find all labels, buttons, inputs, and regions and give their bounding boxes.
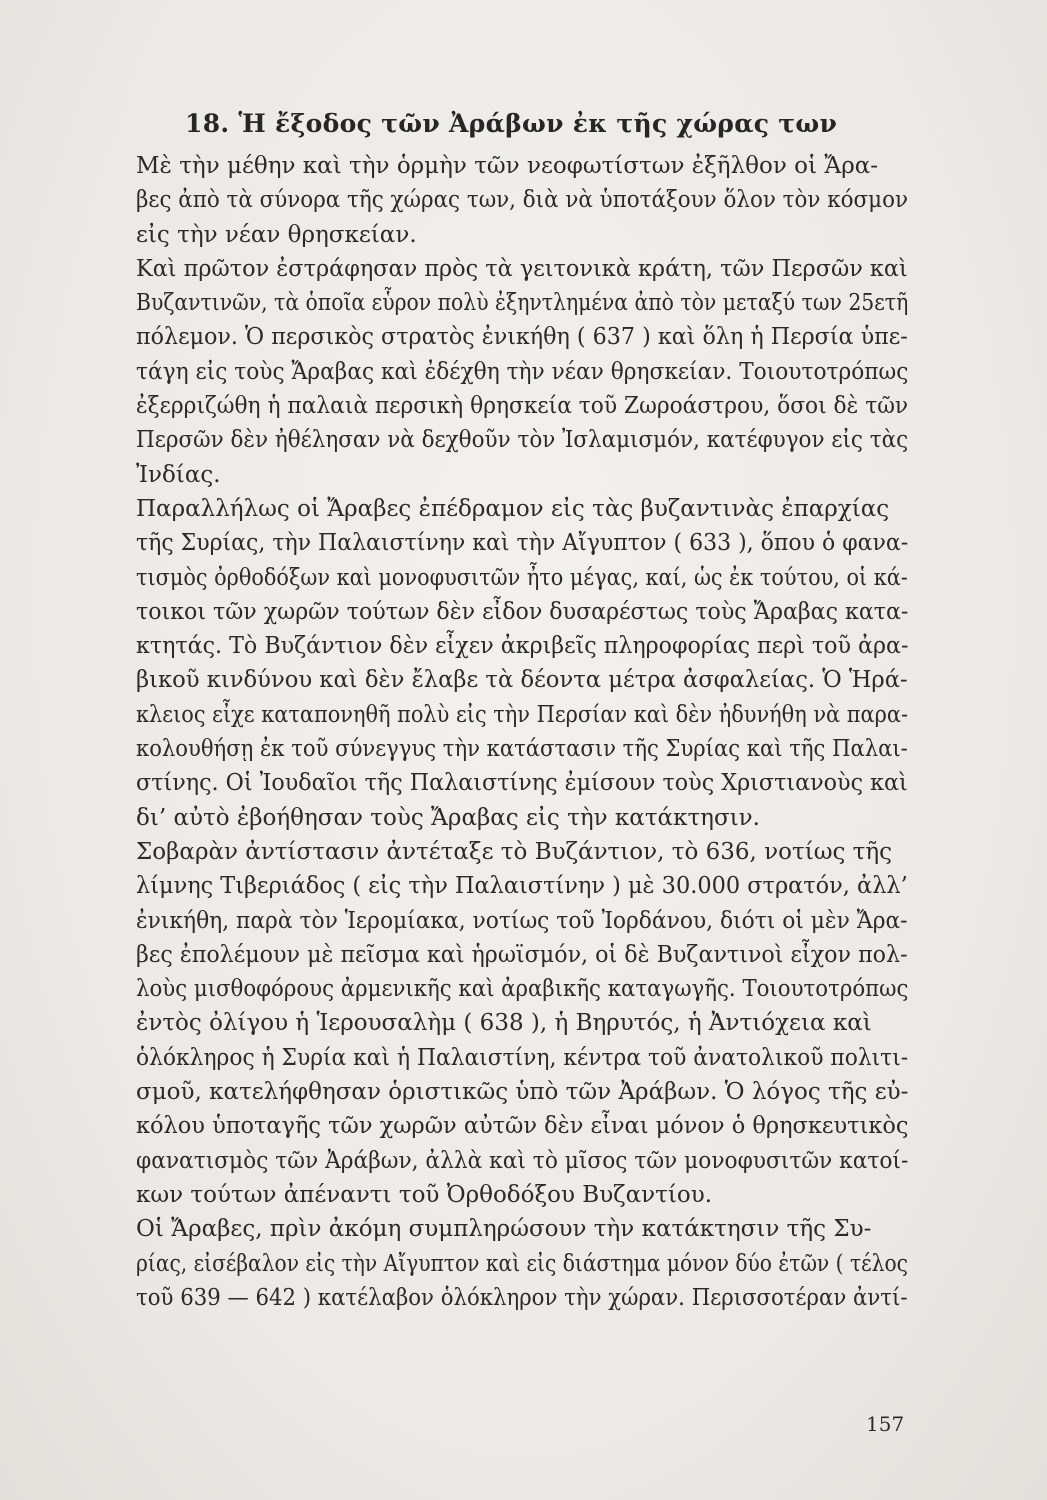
text-line: ἐνικήθη, παρὰ τὸν Ἱερομίακα, νοτίως τοῦ Ἰορδάνου, διότι οἱ μὲν Ἄρα- <box>136 907 908 934</box>
text-line: τοικοι τῶν χωρῶν τούτων δὲν εἶδον δυσαρέστως τοὺς Ἄραβας κατα- <box>136 598 909 625</box>
paragraph-2 <box>136 252 908 492</box>
text-line: τῆς Συρίας, τὴν Παλαιστίνην καὶ τὴν Αἴγυπτον ( 633 ), ὅπου ὁ φανα- <box>136 530 909 557</box>
text-line: δι’ αὐτὸ ἐβοήθησαν τοὺς Ἄραβας εἰς τὴν κατάκτησιν. <box>136 804 760 831</box>
text-line: φανατισμὸς τῶν Ἀράβων, ἀλλὰ καὶ τὸ μῖσος τῶν μονοφυσιτῶν κατοί- <box>136 1147 909 1174</box>
text-line: ρίας, εἰσέβαλον εἰς τὴν Αἴγυπτον καὶ εἰς διάστημα μόνον δύο ἐτῶν ( τέλος <box>136 1250 908 1277</box>
text-line: εἰς τὴν νέαν θρησκείαν. <box>136 221 417 248</box>
paragraph-4 <box>136 835 908 1212</box>
text-line: σμοῦ, κατελήφθησαν ὁριστικῶς ὑπὸ τῶν Ἀράβων. Ὁ λόγος τῆς εὐ- <box>136 1079 909 1106</box>
text-line: Μὲ τὴν μέθην καὶ τὴν ὁρμὴν τῶν νεοφωτίστων ἐξῆλθον οἱ Ἄρα- <box>136 153 879 179</box>
text-line: κόλου ὑποταγῆς τῶν χωρῶν αὐτῶν δὲν εἶναι μόνον ὁ θρησκευτικὸς <box>136 1113 909 1140</box>
text-line: λίμνης Τιβεριάδος ( εἰς τὴν Παλαιστίνην ) μὲ 30.000 στρατόν, ἀλλ’ <box>136 873 908 900</box>
text-line: Περσῶν δὲν ἠθέλησαν νὰ δεχθοῦν τὸν Ἰσλαμισμόν, κατέφυγον εἰς τὰς <box>136 427 909 454</box>
text-line: κλειος εἶχε καταπονηθῆ πολὺ εἰς τὴν Περσίαν καὶ δὲν ἠδυνήθη νὰ παρα- <box>136 701 908 728</box>
text-line: στίνης. Οἱ Ἰουδαῖοι τῆς Παλαιστίνης ἐμίσουν τοὺς Χριστιανοὺς καὶ <box>136 770 908 797</box>
section-heading: 18. Ἡ ἔξοδος τῶν Ἀράβων ἐκ τῆς χώρας των <box>185 109 838 138</box>
text-line: Παραλλήλως οἱ Ἄραβες ἐπέδραμον εἰς τὰς βυζαντινὰς ἐπαρχίας <box>136 495 890 522</box>
text-line: βικοῦ κινδύνου καὶ δὲν ἔλαβε τὰ δέοντα μέτρα ἀσφαλείας. Ὁ Ἡρά- <box>136 667 908 694</box>
text-line: Σοβαρὰν ἀντίστασιν ἀντέταξε τὸ Βυζάντιον, τὸ 636, νοτίως τῆς <box>136 838 893 865</box>
text-line: τάγη εἰς τοὺς Ἄραβας καὶ ἐδέχθη τὴν νέαν θρησκείαν. Τοιουτοτρόπως <box>136 358 909 385</box>
paragraph-1 <box>136 149 908 252</box>
text-line: τοῦ 639 — 642 ) κατέλαβον ὁλόκληρον τὴν χώραν. Περισσοτέραν ἀντί- <box>136 1284 908 1311</box>
paragraph-3 <box>136 492 908 835</box>
text-line: βες ἀπὸ τὰ σύνορα τῆς χώρας των, διὰ νὰ ὑποτάξουν ὅλον τὸν κόσμον <box>136 187 908 214</box>
page-number: 157 <box>866 1412 905 1436</box>
text-line: ἐντὸς ὀλίγου ἡ Ἱερουσαλὴμ ( 638 ), ἡ Βηρυτός, ἡ Ἀντιόχεια καὶ <box>136 1010 872 1037</box>
text-line: ἐξερριζώθη ἡ παλαιὰ περσικὴ θρησκεία τοῦ Ζωροάστρου, ὅσοι δὲ τῶν <box>136 393 909 420</box>
paragraph-5 <box>136 1212 908 1315</box>
text-line: πόλεμον. Ὁ περσικὸς στρατὸς ἐνικήθη ( 637 ) καὶ ὅλη ἡ Περσία ὑπε- <box>136 324 908 351</box>
text-line: κολουθήσῃ ἐκ τοῦ σύνεγγυς τὴν κατάστασιν τῆς Συρίας καὶ τῆς Παλαι- <box>136 736 908 763</box>
text-line: ὁλόκληρος ἡ Συρία καὶ ἡ Παλαιστίνη, κέντρα τοῦ ἀνατολικοῦ πολιτι- <box>136 1044 909 1071</box>
text-line: κων τούτων ἀπέναντι τοῦ Ὀρθοδόξου Βυζαντίου. <box>136 1181 713 1208</box>
text-line: τισμὸς ὀρθοδόξων καὶ μονοφυσιτῶν ἦτο μέγας, καί, ὡς ἐκ τούτου, οἱ κά- <box>136 564 908 591</box>
text-line: Βυζαντινῶν, τὰ ὁποῖα εὗρον πολὺ ἐξηντλημένα ἀπὸ τὸν μεταξύ των 25ετῆ <box>136 290 909 317</box>
text-line: Ἰνδίας. <box>136 461 221 488</box>
text-line: Οἱ Ἄραβες, πρὶν ἀκόμη συμπληρώσουν τὴν κατάκτησιν τῆς Συ- <box>136 1216 872 1243</box>
text-line: βες ἐπολέμουν μὲ πεῖσμα καὶ ἡρωϊσμόν, οἱ δὲ Βυζαντινοὶ εἶχον πολ- <box>136 941 908 968</box>
text-line: λοὺς μισθοφόρους ἀρμενικῆς καὶ ἀραβικῆς καταγωγῆς. Τοιουτοτρόπως <box>136 976 909 1003</box>
text-line: κτητάς. Τὸ Βυζάντιον δὲν εἶχεν ἀκριβεῖς πληροφορίας περὶ τοῦ ἀρα- <box>136 633 909 660</box>
body-text <box>136 149 908 1315</box>
text-line: Καὶ πρῶτον ἐστράφησαν πρὸς τὰ γειτονικὰ κράτη, τῶν Περσῶν καὶ <box>136 255 908 282</box>
